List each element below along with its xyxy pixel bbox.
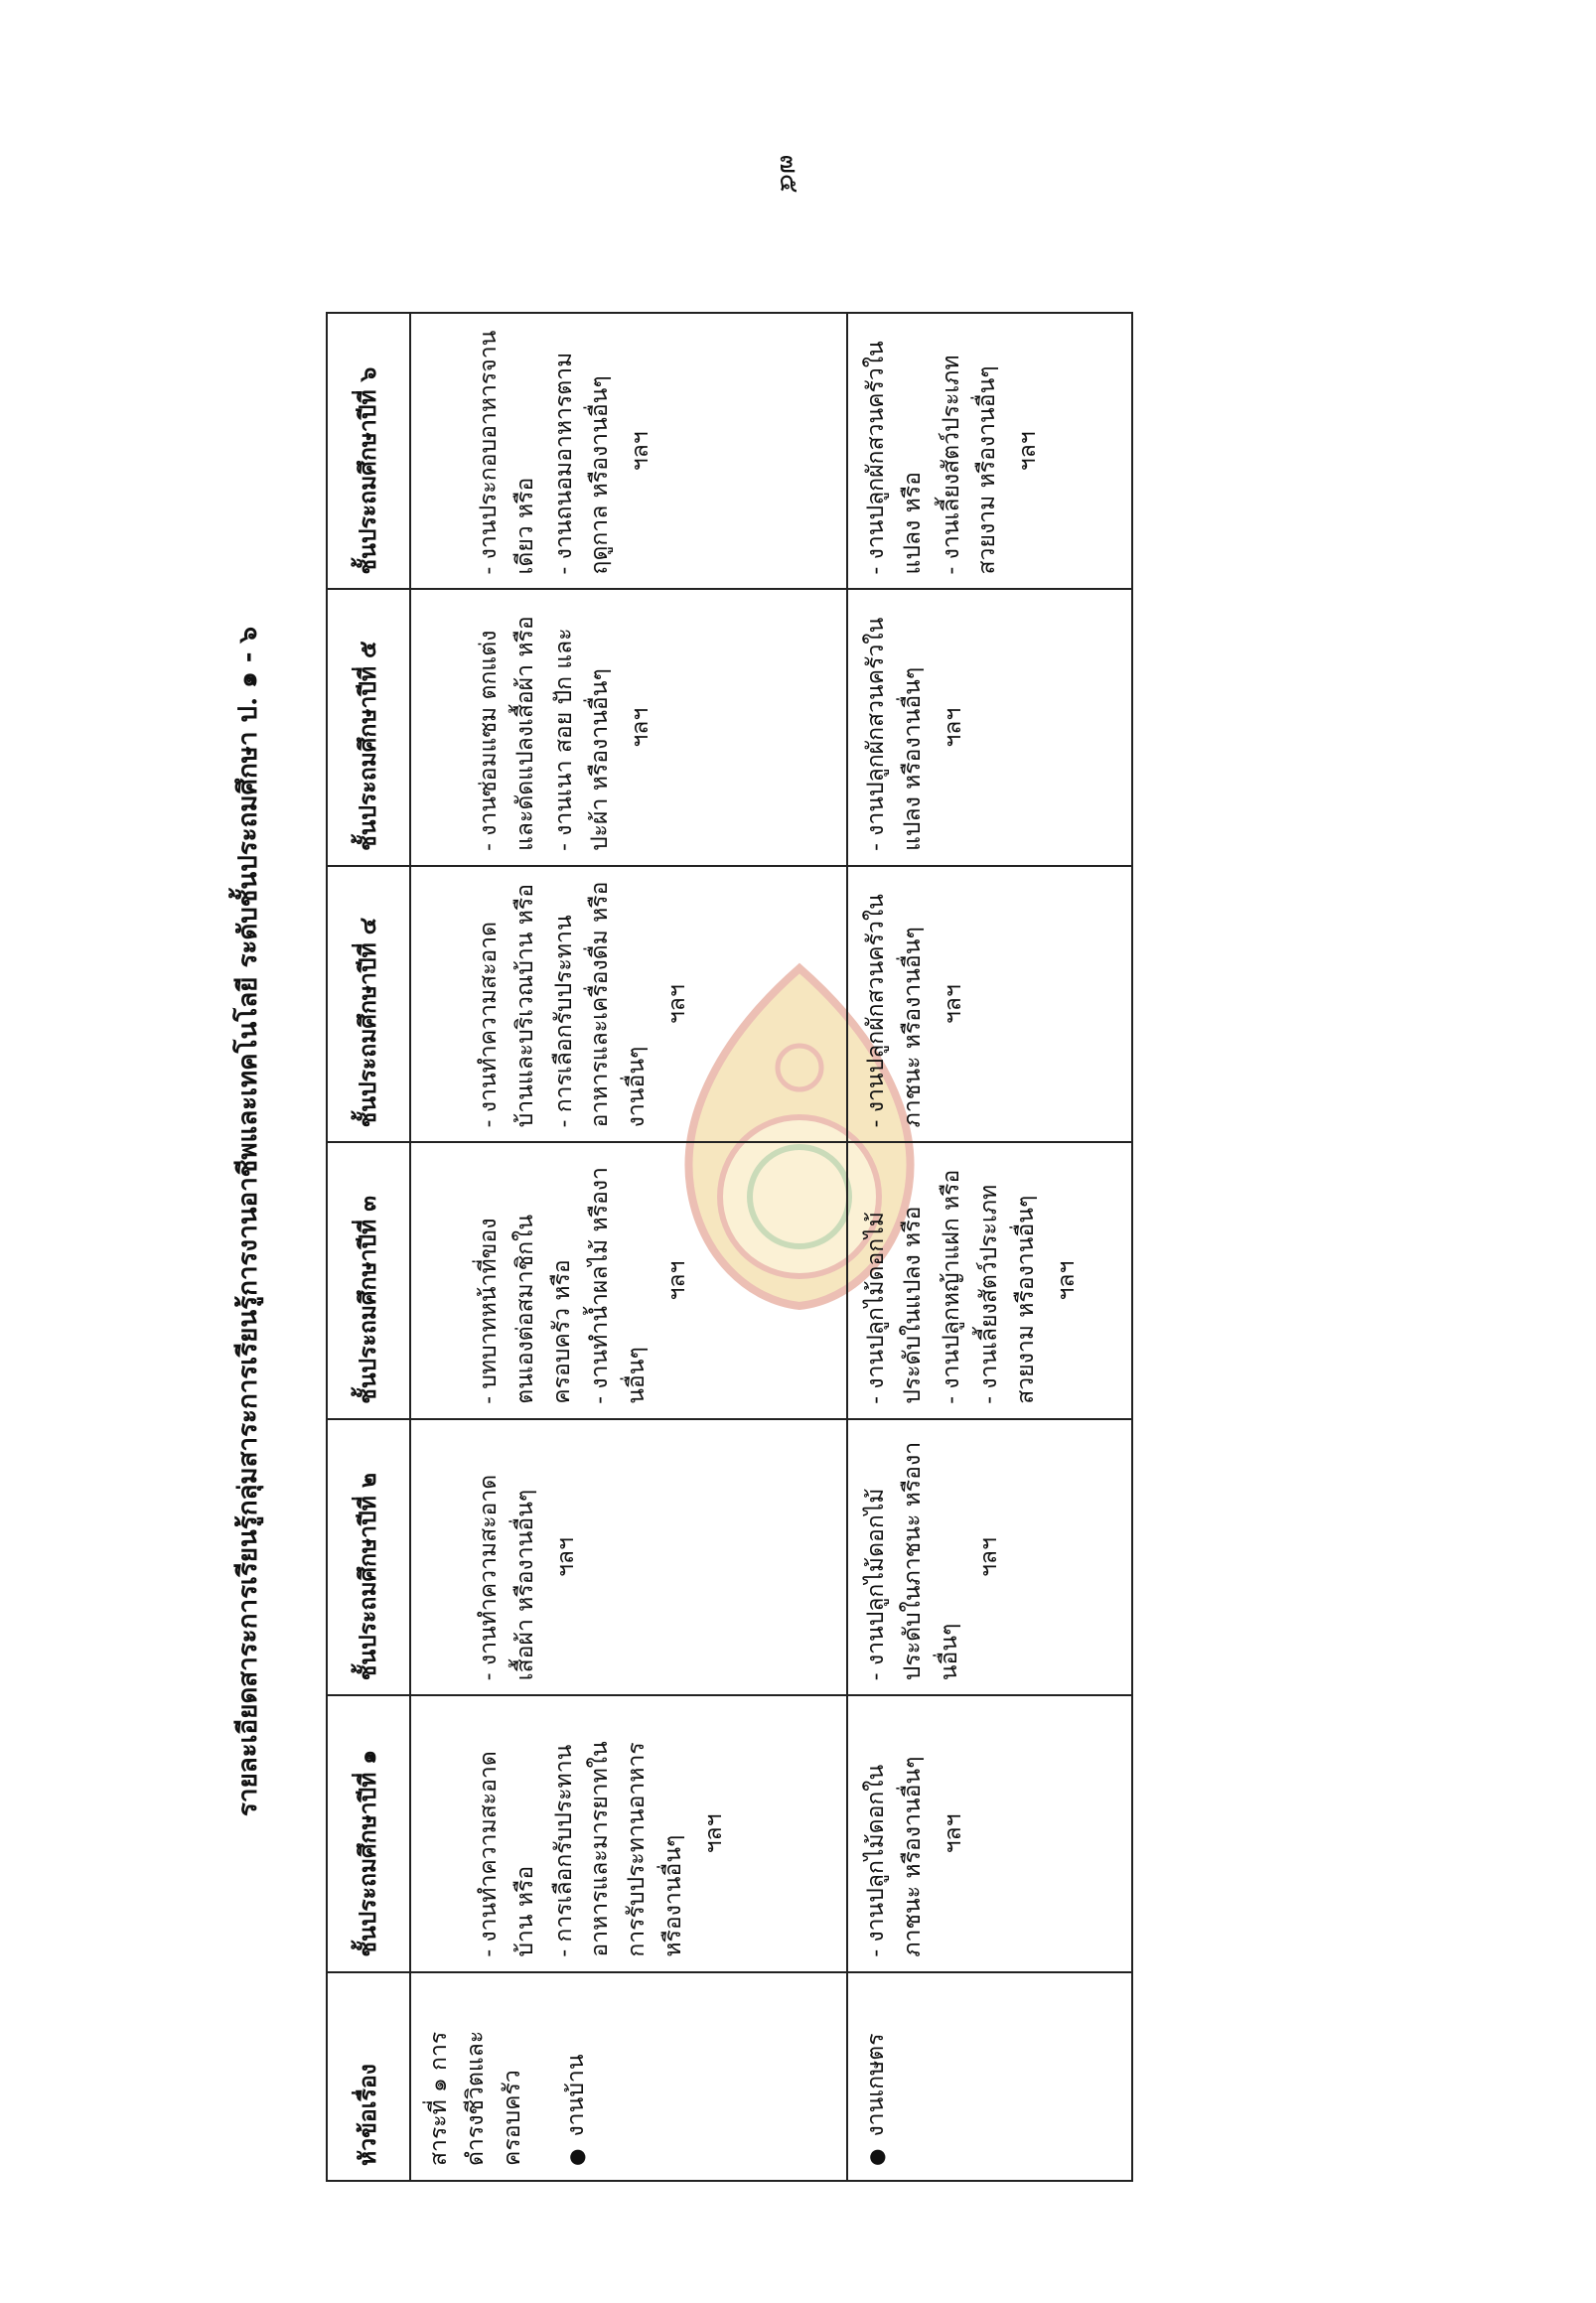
- list-item: - งานปลูกหญ้าแฝก หรือ: [938, 1169, 964, 1404]
- cell-home-g5: [410, 589, 847, 865]
- list-item: - งานปลูกผักสวนครัวในแปลง หรือ: [863, 341, 926, 575]
- etc-label: ฯลฯ: [1015, 431, 1042, 472]
- cell-agri-g5: [847, 589, 1132, 865]
- header-grade-2: ชั้นประถมศึกษาปีที่ ๒: [327, 1419, 410, 1695]
- page-title: [228, 626, 268, 1817]
- etc-label: ฯลฯ: [940, 1813, 966, 1854]
- cell-agri-g2: [847, 1419, 1132, 1695]
- topic-agri: [858, 1987, 895, 2166]
- list-item: - งานปลูกผักสวนครัวในภาชนะ หรืองานอื่นๆ: [863, 894, 926, 1128]
- table-header-row: [327, 313, 410, 2181]
- list-item: - งานทำความสะอาดเสื้อผ้า หรืองานอื่นๆ: [476, 1474, 538, 1681]
- list-item: - งานปลูกไม้ดอกไม้ประดับในแปลง หรือ: [863, 1206, 926, 1404]
- topic-home: [558, 1987, 595, 2166]
- etc-label: ฯลฯ: [552, 1537, 579, 1577]
- cell-agri-g3: [847, 1142, 1132, 1418]
- header-grade-3: ชั้นประถมศึกษาปีที่ ๓: [327, 1142, 410, 1418]
- list-item: - งานเลี้ยงสัตว์ประเภทสวยงาม หรืองานอื่นๆ: [938, 355, 1001, 575]
- list-item: - การเลือกรับประทานอาหารและมารยาทในการรับประทานอาหาร หรืองานอื่นๆ: [550, 1741, 686, 1957]
- list-item: - งานปลูกไม้ดอกในภาชนะ หรืองานอื่นๆ: [863, 1756, 926, 1957]
- page-number: ๗๕: [774, 154, 804, 194]
- header-grade-6: ชั้นประถมศึกษาปีที่ ๖: [327, 313, 410, 589]
- list-item: - งานเนา สอย ปัก และปะผ้า หรืองานอื่นๆ: [550, 628, 614, 851]
- header-topic: หัวข้อเรื่อง: [327, 1972, 410, 2181]
- list-item: - งานทำความสะอาดบ้าน หรือ: [476, 1751, 538, 1957]
- list-item: - งานทำน้ำผลไม้ หรืองานอื่นๆ: [587, 1167, 651, 1404]
- curriculum-table-wrapper: [326, 312, 1133, 2182]
- cell-home-g1: [410, 1695, 847, 1971]
- strand-label: สาระที่ ๑ การดำรงชีวิตและครอบครัว: [426, 2030, 525, 2166]
- etc-label: ฯลฯ: [976, 1537, 1003, 1577]
- cell-home-g3: [410, 1142, 847, 1418]
- cell-agri-g1: [847, 1695, 1132, 1971]
- etc-label: ฯลฯ: [700, 1813, 727, 1854]
- list-item: - งานปลูกไม้ดอกไม้ประดับในภาชนะ หรืองานอื่นๆ: [863, 1441, 962, 1681]
- list-item: - งานปลูกผักสวนครัวในแปลง หรืองานอื่นๆ: [863, 617, 926, 851]
- list-item: - งานประกอบอาหารจานเดียว หรือ: [476, 330, 538, 575]
- etc-label: ฯลฯ: [628, 431, 654, 472]
- header-grade-4: ชั้นประถมศึกษาปีที่ ๔: [327, 866, 410, 1142]
- etc-label: ฯลฯ: [1053, 1260, 1080, 1301]
- cell-home-g4: [410, 866, 847, 1142]
- curriculum-table: [326, 312, 1133, 2182]
- topic-home-label: งานบ้าน: [563, 2054, 590, 2137]
- list-item: - งานทำความสะอาดบ้านและบริเวณบ้าน หรือ: [476, 883, 538, 1128]
- etc-label: ฯลฯ: [628, 707, 654, 748]
- list-item: - งานซ่อมแซม ตกแต่งและดัดแปลงเสื้อผ้า หรือ: [476, 616, 538, 851]
- cell-home-g6: [410, 313, 847, 589]
- etc-label: ฯลฯ: [940, 707, 966, 748]
- header-grade-1: ชั้นประถมศึกษาปีที่ ๑: [327, 1695, 410, 1971]
- header-grade-5: ชั้นประถมศึกษาปีที่ ๕: [327, 589, 410, 865]
- title-text: รายละเอียดสาระการเรียนรู้กลุ่มสาระการเรียนรู้การงานอาชีพและเทคโนโลยี ระดับชั้นประถมศึกษา ป. ๑ - ๖: [233, 626, 263, 1817]
- list-item: - การเลือกรับประทานอาหารและเครื่องดื่ม หรืองานอื่นๆ: [550, 881, 651, 1128]
- topic-agri-label: งานเกษตร: [863, 2033, 889, 2137]
- table-row-home: [410, 313, 847, 2181]
- topic-cell-agri: [847, 1972, 1132, 2181]
- etc-label: ฯลฯ: [940, 984, 966, 1025]
- bullet-icon: ●: [864, 2148, 888, 2166]
- list-item: - งานถนอมอาหารตามฤดูกาล หรืองานอื่นๆ: [550, 352, 614, 575]
- table-row-agri: [847, 313, 1132, 2181]
- bullet-icon: ●: [564, 2148, 589, 2166]
- cell-agri-g6: [847, 313, 1132, 589]
- topic-cell-home: [410, 1972, 847, 2181]
- etc-label: ฯลฯ: [663, 1260, 690, 1301]
- list-item: - งานเลี้ยงสัตว์ประเภทสวยงาม หรืองานอื่นๆ: [976, 1184, 1040, 1404]
- cell-home-g2: [410, 1419, 847, 1695]
- cell-agri-g4: [847, 866, 1132, 1142]
- list-item: - บทบาทหน้าที่ของตนเองต่อสมาชิกในครอบครัว หรือ: [476, 1214, 575, 1404]
- etc-label: ฯลฯ: [663, 984, 690, 1025]
